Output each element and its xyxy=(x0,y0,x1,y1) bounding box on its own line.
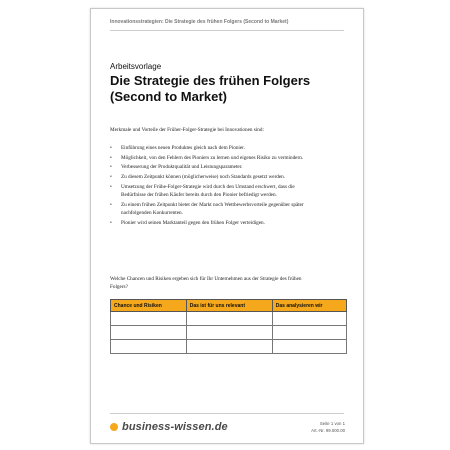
table-cell[interactable] xyxy=(111,340,187,354)
table-row xyxy=(111,340,347,354)
list-item: • Zu diesem Zeitpunkt können (möglicherweise) noch Standards gesetzt werden. xyxy=(110,173,320,181)
page-number: Seite 1 von 1 xyxy=(319,421,345,426)
feature-list xyxy=(110,144,320,228)
logo-dot-icon xyxy=(110,423,118,431)
page-info xyxy=(311,420,345,434)
brand-logo xyxy=(110,421,228,433)
doc-kicker: Arbeitsvorlage xyxy=(110,62,162,71)
table-cell[interactable] xyxy=(272,340,346,354)
table-header-relevant: Das ist für uns relevant xyxy=(186,300,272,312)
question-text: Welche Chancen und Risiken ergeben sich für Ihr Unternehmen aus der Strategie des frühen Folgers? xyxy=(110,276,302,291)
table-cell[interactable] xyxy=(272,312,346,326)
table-cell[interactable] xyxy=(111,312,187,326)
header-rule xyxy=(110,30,344,31)
table-cell[interactable] xyxy=(186,340,272,354)
table-header-chance: Chance und Risiken xyxy=(111,300,187,312)
worksheet-table xyxy=(110,299,347,354)
doc-title: Die Strategie des frühen Folgers (Second to Market) xyxy=(110,73,311,104)
article-number: Art.-Nr. 99.000.00 xyxy=(311,428,345,433)
table-cell[interactable] xyxy=(186,312,272,326)
table-row xyxy=(111,312,347,326)
footer-rule xyxy=(110,413,344,414)
table-row xyxy=(111,326,347,340)
table-cell[interactable] xyxy=(272,326,346,340)
logo-text: business-wissen.de xyxy=(122,421,228,433)
list-item: • Verbesserung der Produktqualität und Leistungsparameter. xyxy=(110,163,320,171)
document-page xyxy=(90,8,364,444)
intro-text: Merkmale und Vorteile der Früher-Folger-Strategie bei Innovationen sind: xyxy=(110,127,264,133)
table-cell[interactable] xyxy=(186,326,272,340)
running-header: Innovationsstrategien: Die Strategie des frühen Folgers (Second to Market) xyxy=(110,19,289,25)
list-item: • Umsetzung der Frühe-Folger-Strategie wird durch den Umstand erschwert, dass die Bedürfnisse der frühen Käufer bereits durch den Pionier befriedigt werden. xyxy=(110,183,320,199)
table-header-analyse: Das analysieren wir xyxy=(272,300,346,312)
list-item: • Möglichkeit, von den Fehlern des Pioniers zu lernen und eigenes Risiko zu vermindern. xyxy=(110,154,320,162)
table-cell[interactable] xyxy=(111,326,187,340)
list-item: • Pionier wird seinen Marktanteil gegen den frühen Folger verteidigen. xyxy=(110,219,320,227)
list-item: • Zu einem frühen Zeitpunkt bietet der Markt noch Wettbewerbsvorteile gegenüber später nachfolgenden Konkurrenten. xyxy=(110,201,320,217)
list-item: • Einführung eines neuen Produktes gleich nach dem Pionier. xyxy=(110,144,320,152)
